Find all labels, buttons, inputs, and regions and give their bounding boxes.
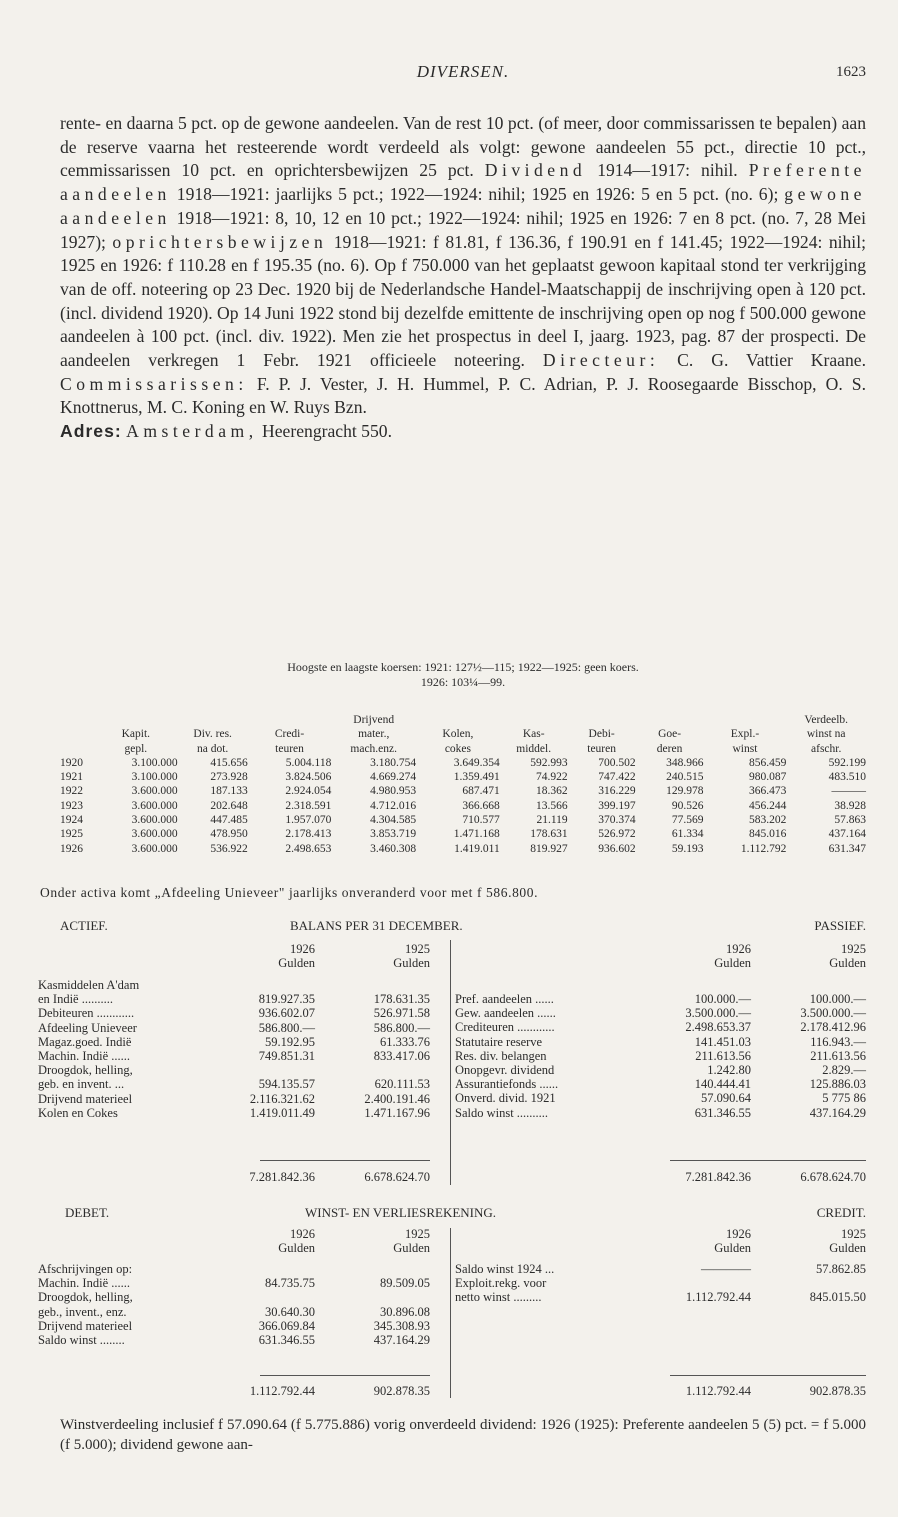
stats-header-row-cell: middel.: [516, 742, 552, 755]
stats-row-cell: 819.927: [530, 842, 568, 855]
stats-header-row-cell: gepl.: [124, 742, 148, 755]
passief-v1: 140.444.41: [694, 1077, 751, 1092]
stats-row-cell: 240.515: [666, 771, 704, 784]
winst-divider: [450, 1228, 451, 1398]
passief-v2: 2.178.412.96: [800, 1020, 866, 1035]
actief-total-1925: 6.678.624.70: [364, 1170, 430, 1184]
actief-year-2: 1925: [405, 942, 430, 956]
passief-row: [455, 1035, 866, 1049]
actief-v2: 1.471.167.96: [364, 1105, 430, 1120]
stats-row-cell: 483.510: [828, 771, 866, 784]
stats-header-row-cell: [416, 713, 500, 727]
stats-row-cell: 3.180.754: [370, 756, 417, 769]
stats-row-cell: 18.362: [536, 785, 568, 798]
body-text-2: 1914—1917: nihil.: [597, 160, 738, 181]
credit-row: [455, 1276, 866, 1290]
passief-v1: 1.242.80: [707, 1062, 751, 1077]
passief-v2: 125.886.03: [809, 1077, 866, 1092]
debet-v1: 84.735.75: [265, 1276, 315, 1291]
actief-v2: 833.417.06: [373, 1048, 430, 1063]
stats-row-cell: 129.978: [666, 785, 704, 798]
body-text-4: 1918—1921: 8, 10, 12 en 10 pct.; 1922—1924: nihil; 1925 en 1926: 7 en 8 pct. (no. 7, 28 Mei 1927);: [60, 207, 866, 252]
actief-label: Debiteuren ............: [38, 1006, 135, 1021]
stats-header-row-cell: Drijvend: [353, 714, 395, 726]
stats-row: [60, 799, 866, 813]
balans-title-row: [60, 918, 866, 936]
stats-header-row-cell: [60, 727, 94, 741]
stats-row: [60, 756, 866, 770]
stats-row-cell: 710.577: [462, 814, 500, 827]
stats-row-cell: 437.164: [828, 828, 866, 841]
balans-divider: [450, 940, 451, 1185]
actief-label: Afdeeling Unieveer: [38, 1020, 137, 1035]
stats-row-cell: 3.600.000: [131, 814, 178, 827]
actief-label: geb. en invent. ...: [38, 1077, 125, 1092]
stats-row-cell: 90.526: [671, 799, 704, 812]
passief-row: [455, 1106, 866, 1120]
stats-row-cell: 845.016: [749, 828, 787, 841]
stats-row-cell: 700.502: [598, 756, 636, 769]
actief-row: [38, 978, 430, 992]
stats-row-cell: 77.569: [671, 814, 704, 827]
balans-body: [38, 978, 866, 1123]
actief-label: Machin. Indië ......: [38, 1048, 130, 1063]
stats-row-cell: 1920: [60, 756, 83, 769]
actief-v1: 2.116.321.62: [249, 1091, 315, 1106]
credit-unit-2: Gulden: [829, 1241, 866, 1256]
actief-year-1: 1926: [290, 942, 315, 956]
actief-label: Kasmiddelen A'dam: [38, 978, 140, 992]
stats-header-row-cell: winst: [732, 742, 758, 755]
stats-row-cell: 178.631: [530, 828, 568, 841]
winst-title-row: [60, 1205, 866, 1223]
body-text-5: 1918—1921: f 81.81, f 136.36, f 190.91 en f 141.45; 1922—1924: nihil; 1925 en 1926: f 110.28 en f 195.35 (no. 6). Op f 750.000 van het geplaatst gewoon kapitaal stond ter verkrijging van de off. noteering op 23 Dec. 1920 bij de Nederlandsche Handel-Maatschappij de inschrijving open à 120 pct. (incl. dividend 1920). Op 14 Juni 1922 stond bij dezelfde emittente de inschrijving open op nog f 500.000 gewone aandeelen à 100 pct. (incl. div. 1922). Men zie het prospectus in deel I, jaarg. 1923, pag. 87 der prospecti. De aandeelen verkregen 1 Febr. 1921 officieele noteering.: [60, 231, 866, 371]
stats-row-cell: 21.119: [536, 814, 568, 827]
debet-title: DEBET.: [65, 1205, 110, 1220]
stats-row-cell: 536.922: [210, 842, 248, 855]
credit-v1: ————: [701, 1262, 751, 1276]
stats-row-cell: 1922: [60, 785, 83, 798]
stats-row-cell: 3.460.308: [370, 842, 417, 855]
actief-v1: 594.135.57: [258, 1077, 315, 1092]
passief-year-1: 1926: [726, 942, 751, 956]
debet-year-header: [60, 1227, 430, 1255]
stats-row-cell: 687.471: [462, 785, 500, 798]
stats-row-cell: 1.359.491: [453, 771, 500, 784]
adres-street: Heerengracht 550.: [262, 421, 392, 442]
debet-row: [38, 1305, 430, 1319]
stats-row-cell: 1924: [60, 814, 83, 827]
stats-header-row-cell: Kas-: [522, 728, 545, 741]
actief-v1: 936.602.07: [258, 1006, 315, 1021]
stats-row-cell: 2.924.054: [285, 785, 332, 798]
debet-v1: 631.346.55: [258, 1332, 315, 1347]
actief-year-header: [60, 942, 430, 970]
debet-year-1: 1926: [290, 1227, 315, 1241]
stats-row-cell: 5.004.118: [285, 756, 332, 769]
passief-v2: 437.164.29: [809, 1105, 866, 1120]
debet-label: Saldo winst ........: [38, 1332, 125, 1347]
debet-v2: 437.164.29: [373, 1332, 430, 1347]
stats-row-cell: 526.972: [598, 828, 636, 841]
stats-row-cell: 415.656: [210, 756, 248, 769]
debet-v1: 366.069.84: [258, 1318, 315, 1333]
body-text-1: rente- en daarna 5 pct. op de gewone aandeelen. Van de rest 10 pct. (of meer, door commissarissen te bepalen) aan de reserve vaarna het resteerende wordt verdeeld als volgt: gewone aandeelen 55 pct., directie 10 pct., cemmissarissen 10 pct. en oprichtersbewijzen 25 pct.: [60, 113, 866, 181]
koersen-note: [60, 660, 866, 690]
passief-unit-1: Gulden: [714, 956, 751, 971]
credit-year-1: 1926: [726, 1227, 751, 1241]
stats-row-cell: 3.600.000: [131, 785, 178, 798]
gewone-label: gewone aandeelen: [60, 184, 866, 228]
actief-row: [38, 1077, 430, 1091]
actief-label: Droogdok, helling,: [38, 1063, 133, 1078]
balans-year-header: [60, 942, 866, 972]
stats-row-cell: 4.980.953: [370, 785, 417, 798]
passief-label: Onverd. divid. 1921: [455, 1091, 556, 1106]
stats-row-cell: 1.112.792: [740, 842, 787, 855]
passief-v1: 211.613.56: [695, 1048, 751, 1063]
debet-year-2: 1925: [405, 1227, 430, 1241]
actief-v2: 61.333.76: [380, 1034, 430, 1049]
actief-label: en Indië ..........: [38, 992, 113, 1007]
stats-row-cell: 592.993: [530, 756, 568, 769]
passief-label: Assurantiefonds ......: [455, 1077, 559, 1092]
actief-v1: 749.851.31: [258, 1048, 315, 1063]
debet-total-1925: 902.878.35: [373, 1384, 430, 1398]
credit-unit-1: Gulden: [714, 1241, 751, 1256]
debet-row: [38, 1262, 430, 1276]
stats-header-row-cell: Div. res.: [193, 728, 232, 741]
page-header: [60, 62, 866, 88]
stats-header-row-cell: mater.,: [358, 728, 390, 741]
actief-row: [38, 1035, 430, 1049]
stats-row-cell: 61.334: [671, 828, 704, 841]
actief-v2: 178.631.35: [373, 992, 430, 1007]
debet-v1: 30.640.30: [265, 1304, 315, 1319]
stats-row-cell: 980.087: [749, 771, 787, 784]
credit-year-header: [455, 1227, 866, 1255]
debet-label: Droogdok, helling,: [38, 1290, 133, 1305]
actief-v2: 620.111.53: [374, 1077, 430, 1092]
passief-v1: 141.451.03: [694, 1034, 751, 1049]
body-text-6: C. G. Vattier Kraane.: [677, 350, 866, 371]
actief-total-1926: 7.281.842.36: [249, 1170, 315, 1184]
stats-row: [60, 770, 866, 784]
passief-total-1925: 6.678.624.70: [800, 1170, 866, 1184]
stats-row-cell: 2.498.653: [285, 842, 332, 855]
stats-row-cell: 478.950: [210, 828, 248, 841]
stats-row: [60, 784, 866, 798]
stats-header-row-cell: Debi-: [588, 728, 615, 741]
koersen-line-2: 1926: 103¼—99.: [420, 675, 506, 689]
winst-body: [38, 1262, 866, 1352]
actief-label: Magaz.goed. Indië: [38, 1034, 132, 1049]
onder-activa-note: Onder activa komt „Afdeeling Unieveer" jaarlijks onveranderd voor met f 586.800.: [40, 885, 539, 900]
actief-row: [38, 1049, 430, 1063]
actief-row: [38, 1063, 430, 1077]
stats-row-cell: 631.347: [828, 842, 866, 855]
debet-row: [38, 1333, 430, 1347]
debet-unit-1: Gulden: [278, 1241, 315, 1256]
debet-total-1926: 1.112.792.44: [249, 1384, 315, 1398]
passief-label: Saldo winst ..........: [455, 1105, 549, 1120]
stats-header-row: [60, 713, 866, 727]
stats-row-cell: 13.566: [536, 799, 568, 812]
passief-row: [455, 992, 866, 1006]
actief-title: ACTIEF.: [60, 918, 108, 933]
debet-column: [38, 1262, 430, 1347]
credit-title: CREDIT.: [816, 1205, 866, 1220]
debet-row: [38, 1290, 430, 1304]
actief-row: [38, 1021, 430, 1035]
stats-row: [60, 827, 866, 841]
winst-year-header: [60, 1227, 866, 1257]
stats-row-cell: 1.957.070: [285, 814, 332, 827]
credit-label: Exploit.rekg. voor: [455, 1276, 547, 1291]
passief-v1: 2.498.653.37: [685, 1020, 751, 1035]
stats-row-cell: 202.648: [210, 799, 248, 812]
stats-header-row-cell: na dot.: [197, 742, 229, 755]
actief-column: [38, 978, 430, 1120]
running-title: DIVERSEN.: [416, 62, 510, 81]
stats-header-row-cell: [60, 742, 94, 756]
stats-row-cell: 856.459: [749, 756, 787, 769]
body-text-7: F. P. J. Vester, J. H. Hummel, P. C. Adrian, P. J. Roosegaarde Bisschop, O. S. Knottnerus, M. C. Koning en W. Ruys Bzn.: [60, 373, 866, 418]
debet-v2: 30.896.08: [380, 1304, 430, 1319]
debet-label: Machin. Indië ......: [38, 1276, 130, 1291]
stats-header-row-cell: Kapit.: [121, 728, 151, 741]
stats-row-cell: 1926: [60, 842, 83, 855]
stats-row-cell: 3.600.000: [131, 799, 178, 812]
passief-v2: 3.500.000.—: [800, 1006, 866, 1021]
stats-header-row-cell: teuren: [275, 742, 304, 755]
actief-unit-2: Gulden: [393, 956, 430, 971]
passief-year-2: 1925: [841, 942, 866, 956]
stats-row-cell: 1925: [60, 828, 83, 841]
stats-row-cell: ———: [831, 785, 866, 798]
stats-row-cell: 3.600.000: [131, 842, 178, 855]
stats-header-row-cell: Expl.-: [730, 728, 760, 741]
stats-header-row-cell: cokes: [444, 742, 471, 755]
passief-row: [455, 1063, 866, 1077]
passief-label: Statutaire reserve: [455, 1034, 543, 1049]
stats-header-row-cell: teuren: [587, 742, 616, 755]
passief-label: Pref. aandeelen ......: [455, 992, 554, 1006]
actief-row: [38, 992, 430, 1006]
actief-label: Drijvend materieel: [38, 1091, 133, 1106]
passief-title: PASSIEF.: [814, 918, 866, 933]
credit-total-1926: 1.112.792.44: [685, 1384, 751, 1398]
dividend-label: Dividend: [484, 160, 587, 181]
stats-row-cell: 4.712.016: [370, 799, 417, 812]
stats-header-row-cell: [248, 713, 332, 727]
stats-row-cell: 3.600.000: [131, 828, 178, 841]
stats-header-row-cell: [636, 713, 704, 727]
stats-header-row-cell: [60, 713, 94, 727]
stats-row-cell: 1.419.011: [454, 842, 500, 855]
credit-v2: 57.862.85: [816, 1262, 866, 1276]
koersen-line-1: Hoogste en laagste koersen: 1921: 127½—115; 1922—1925: geen koers.: [287, 660, 639, 674]
stats-row-cell: 747.422: [598, 771, 636, 784]
passief-v2: 2.829.—: [822, 1062, 866, 1077]
actief-v1: 819.927.35: [258, 992, 315, 1007]
stats-row-cell: 3.100.000: [131, 756, 178, 769]
stats-row-cell: 1921: [60, 771, 83, 784]
stats-row-cell: 2.178.413: [285, 828, 332, 841]
stats-header-row: [60, 742, 866, 756]
stats-row-cell: 583.202: [749, 814, 787, 827]
credit-total-rule: [670, 1375, 866, 1376]
passief-v2: 5 775 86: [822, 1091, 866, 1106]
stats-header-row-cell: [704, 713, 787, 727]
actief-label: Kolen en Cokes: [38, 1105, 118, 1120]
stats-row: [60, 813, 866, 827]
stats-row-cell: 348.966: [666, 756, 704, 769]
winst-title: WINST- EN VERLIESREKENING.: [305, 1205, 497, 1220]
credit-year-2: 1925: [841, 1227, 866, 1241]
stats-row-cell: 592.199: [828, 756, 866, 769]
oprichters-label: oprichtersbewijzen: [112, 231, 328, 252]
stats-header-row-cell: winst na: [806, 728, 846, 741]
debet-v2: 345.308.93: [373, 1318, 430, 1333]
actief-total-rule: [260, 1160, 430, 1161]
stats-row-cell: 370.374: [598, 814, 636, 827]
stats-row-cell: 936.602: [598, 842, 636, 855]
stats-row-cell: 366.473: [749, 785, 787, 798]
stats-row-cell: 57.863: [834, 814, 866, 827]
adres-city: Amsterdam,: [126, 421, 258, 442]
passief-unit-2: Gulden: [829, 956, 866, 971]
debet-unit-2: Gulden: [393, 1241, 430, 1256]
body-paragraph: [60, 112, 866, 444]
stats-header-row-cell: [178, 713, 248, 727]
stats-row-cell: 4.304.585: [370, 814, 417, 827]
stats-header-row-cell: [94, 713, 178, 727]
stats-row-cell: 38.928: [834, 799, 866, 812]
passief-v1: 631.346.55: [694, 1105, 751, 1120]
passief-label: Gew. aandeelen ......: [455, 1006, 556, 1021]
stats-row-cell: 316.229: [598, 785, 636, 798]
directeur-label: Directeur:: [542, 350, 660, 371]
actief-v1: 59.192.95: [265, 1034, 315, 1049]
passief-v2: 116.943.—: [810, 1034, 866, 1049]
debet-label: Drijvend materieel: [38, 1318, 133, 1333]
credit-v2: 845.015.50: [809, 1290, 866, 1305]
passief-row: [455, 1006, 866, 1020]
debet-row: [38, 1276, 430, 1290]
stats-header-row-cell: Verdeelb.: [804, 714, 849, 726]
actief-unit-1: Gulden: [278, 956, 315, 971]
preferente-label: Preferente aandeelen: [60, 160, 866, 205]
passief-label: Crediteuren ............: [455, 1020, 555, 1035]
credit-row: [455, 1262, 866, 1276]
stats-header-row: [60, 727, 866, 741]
passief-year-header: [455, 942, 866, 970]
stats-row-cell: 59.193: [671, 842, 704, 855]
debet-row: [38, 1319, 430, 1333]
stats-row-cell: 366.668: [462, 799, 500, 812]
page-number: 1623: [836, 64, 866, 80]
actief-v1: 1.419.011.49: [249, 1105, 315, 1120]
stats-row-cell: 456.244: [749, 799, 787, 812]
stats-row-cell: 187.133: [210, 785, 248, 798]
stats-header-row-cell: deren: [656, 742, 683, 755]
credit-label: netto winst .........: [455, 1290, 542, 1305]
stats-row-cell: 273.928: [210, 771, 248, 784]
actief-row: [38, 1092, 430, 1106]
commissarissen-label: Commissarissen:: [60, 373, 248, 394]
actief-row: [38, 1106, 430, 1120]
passief-v2: 211.613.56: [810, 1048, 866, 1063]
adres-label: Adres:: [60, 421, 122, 442]
passief-column: [455, 992, 866, 1120]
winstverdeeling-paragraph: Winstverdeeling inclusief f 57.090.64 (f 5.775.886) vorig onverdeeld dividend: 1926 (1925): Preferente aandeelen 5 (5) pct. = f 5.000 (f 5.000); dividend gewone aan-: [60, 1417, 866, 1453]
stats-row-cell: 1923: [60, 799, 83, 812]
stats-header-row-cell: [500, 713, 568, 727]
statistics-table: [60, 713, 866, 856]
actief-v1: 586.800.—: [258, 1020, 315, 1035]
stats-row-cell: 3.824.506: [285, 771, 332, 784]
stats-row-cell: 2.318.591: [285, 799, 332, 812]
stats-header-row-cell: afschr.: [811, 742, 842, 755]
credit-row: [455, 1290, 866, 1304]
passief-label: Onopgevr. dividend: [455, 1062, 555, 1077]
balans-title: BALANS PER 31 DECEMBER.: [290, 918, 463, 933]
stats-row-cell: 3.100.000: [131, 771, 178, 784]
credit-label: Saldo winst 1924 ...: [455, 1262, 555, 1276]
body-text-3: 1918—1921: jaarlijks 5 pct.; 1922—1924: nihil; 1925 en 1926: 5 en 5 pct. (no. 6);: [176, 184, 779, 205]
debet-label: Afschrijvingen op:: [38, 1262, 133, 1276]
stats-row-cell: 74.922: [536, 771, 568, 784]
passief-total-rule: [670, 1160, 866, 1161]
credit-total-1925: 902.878.35: [809, 1384, 866, 1398]
credit-column: [455, 1262, 866, 1305]
passief-row: [455, 1077, 866, 1091]
actief-v2: 586.800.—: [373, 1020, 430, 1035]
passief-v1: 100.000.—: [694, 992, 751, 1006]
debet-label: geb., invent., enz.: [38, 1304, 127, 1319]
passief-label: Res. div. belangen: [455, 1048, 547, 1063]
stats-row-cell: 1.471.168: [453, 828, 500, 841]
stats-row: [60, 842, 866, 856]
passief-row: [455, 1020, 866, 1034]
passief-v1: 3.500.000.—: [685, 1006, 751, 1021]
debet-v2: 89.509.05: [380, 1276, 430, 1291]
passief-row: [455, 1049, 866, 1063]
actief-v2: 2.400.191.46: [364, 1091, 430, 1106]
stats-row-cell: 4.669.274: [370, 771, 417, 784]
stats-header-row-cell: Credi-: [274, 728, 305, 741]
stats-row-cell: 399.197: [598, 799, 636, 812]
stats-header-row-cell: [568, 713, 636, 727]
stats-header-row-cell: mach.enz.: [350, 742, 398, 755]
stats-row-cell: 3.649.354: [453, 756, 500, 769]
actief-row: [38, 1006, 430, 1020]
passief-v2: 100.000.—: [809, 992, 866, 1006]
passief-row: [455, 1091, 866, 1105]
credit-v1: 1.112.792.44: [685, 1290, 751, 1305]
stats-header-row-cell: Goe-: [658, 728, 682, 741]
debet-total-rule: [260, 1375, 430, 1376]
stats-row-cell: 3.853.719: [370, 828, 417, 841]
stats-header-row-cell: Kolen,: [442, 728, 474, 741]
actief-v2: 526.971.58: [373, 1006, 430, 1021]
stats-row-cell: 447.485: [210, 814, 248, 827]
passief-total-1926: 7.281.842.36: [685, 1170, 751, 1184]
passief-v1: 57.090.64: [701, 1091, 751, 1106]
